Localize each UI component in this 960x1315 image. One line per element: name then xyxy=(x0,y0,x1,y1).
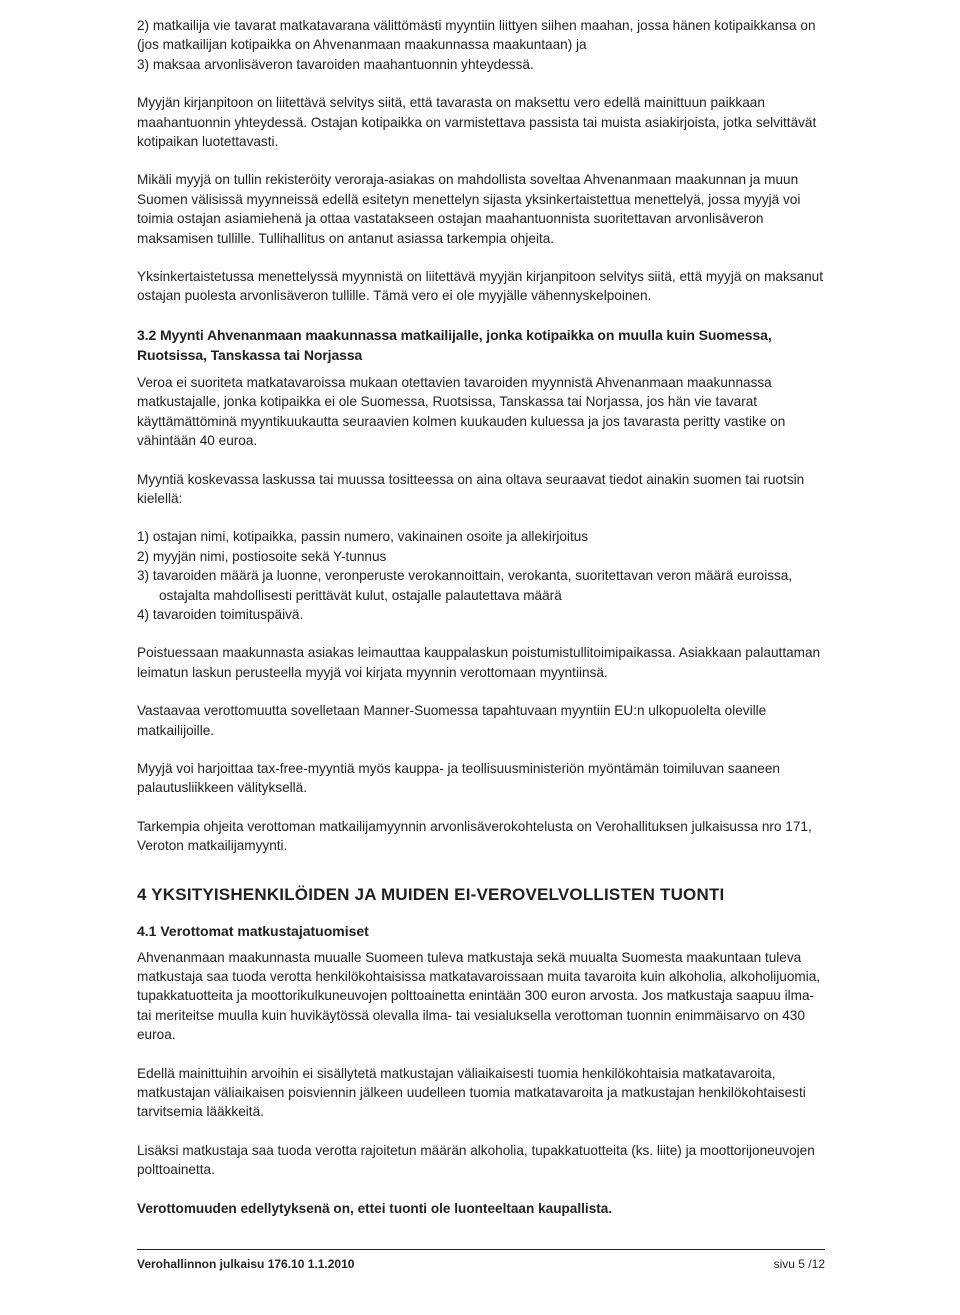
footer-publication: Verohallinnon julkaisu 176.10 1.1.2010 xyxy=(137,1257,355,1271)
paragraph: Veroa ei suoriteta matkatavaroissa mukaan otettavien tavaroiden myynnistä Ahvenanmaan maakunnassa matkustajalle, jonka kotipaikka ei ole Suomessa, Ruotsissa, Tanskassa tai Norjassa, jos hän vie tavarat käyttämättöminä myyntikuukautta seuraavien kolmen kuukauden kuluessa ja jos tavarasta peritty vastike on vähintään 40 euroa. xyxy=(137,374,786,449)
paragraph: Myyjän kirjanpitoon on liitettävä selvitys siitä, että tavarasta on maksettu vero edellä mainittuun paikkaan maahantuonnin yhteydessä. Ostajan kotipaikka on varmistettava passista tai muista asiakirjoista, jotka selvittävät kotipaikan luotettavasti. xyxy=(137,95,817,150)
paragraph: Myyntiä koskevassa laskussa tai muussa tositteessa on aina oltava seuraavat tiedot ainakin suomen tai ruotsin kielellä: xyxy=(137,471,805,506)
paragraph: Edellä mainittuihin arvoihin ei sisällytetä matkustajan väliaikaisesti tuomia henkilökohtaisia matkatavaroita, matkustajan väliaikaisen poisviennin jälkeen uudelleen tuomia matkatavaroita ja matkustajan henkilökohtaisesti tarvitsemia lääkkeitä. xyxy=(137,1065,806,1120)
section-4-1-heading: 4.1 Verottomat matkustajatuomiset xyxy=(137,922,369,939)
paragraph: Yksinkertaistetussa menettelyssä myynnistä on liitettävä myyjän kirjanpitoon selvitys siitä, että myyjä on maksanut ostajan puolesta arvonlisäveron tullille. Tämä vero ei ole myyjälle vähennyskelpoinen. xyxy=(137,269,824,304)
list-item: 2) myyjän nimi, postiosoite sekä Y-tunnus xyxy=(137,548,387,564)
bold-statement: Verottomuuden edellytyksenä on, ettei tuonti ole luonteeltaan kaupallista. xyxy=(137,1200,613,1216)
required-info-list xyxy=(137,527,825,624)
paragraph: Lisäksi matkustaja saa tuoda verotta rajoitetun määrän alkoholia, tupakkatuotteita (ks. liite) ja moottorijoneuvojen polttoainetta. xyxy=(137,1142,815,1178)
footer-divider xyxy=(137,1249,825,1250)
paragraph: Myyjä voi harjoittaa tax-free-myyntiä myös kauppa- ja teollisuusministeriön myöntämän toimiluvan saaneen palautusliikkeen välityksellä. xyxy=(137,760,780,796)
list-item: 4) tavaroiden toimituspäivä. xyxy=(137,606,304,622)
footer-page-number: sivu 5 /12 xyxy=(773,1257,825,1271)
list-item: 3) tavaroiden määrä ja luonne, veronperuste verokannoittain, verokanta, suoritettavan veron määrä euroissa, ostajalta mahdollisesti perittävät kulut, ostajalle palautettava määrä xyxy=(137,568,793,603)
document-body xyxy=(137,16,825,1218)
paragraph: Tarkempia ohjeita verottoman matkailijamyynnin arvonlisäverokohtelusta on Verohallituksen julkaisussa nro 171, Veroton matkailijamyynti. xyxy=(137,818,812,854)
section-4-heading: 4 YKSITYISHENKILÖIDEN JA MUIDEN EI-VEROVELVOLLISTEN TUONTI xyxy=(137,884,725,904)
section-3-2-heading: 3.2 Myynti Ahvenanmaan maakunnassa matkailijalle, jonka kotipaikka on muulla kuin Suomessa, Ruotsissa, Tanskassa tai Norjassa xyxy=(137,326,772,363)
list-continued xyxy=(137,16,825,74)
paragraph: Mikäli myyjä on tullin rekisteröity veroraja-asiakas on mahdollista soveltaa Ahvenanmaan maakunnan ja muun Suomen välisissä myynneissä edellä esitetyn menettelyn sijasta yksinkertaistettua menettelyä, jossa myyjä voi toimia ostajan asiamiehenä ja ottaa vastatakseen ostajan maahantuonnista suoritettavan arvonlisäveron maksamisen tullille. Tullihallitus on antanut asiassa tarkempia ohjeita. xyxy=(137,172,801,246)
list-item: 3) maksaa arvonlisäveron tavaroiden maahantuonnin yhteydessä. xyxy=(137,56,534,72)
paragraph: Poistuessaan maakunnasta asiakas leimauttaa kauppalaskun poistumistullitoimipaikassa. Asiakkaan palauttaman leimatun laskun perusteella myyjä voi kirjata myynnin verottomaan myyntiinsä. xyxy=(137,645,821,680)
list-item: 2) matkailija vie tavarat matkatavarana välittömästi myyntiin liittyen siihen maahan, jossa hänen kotipaikkansa on (jos matkailijan kotipaikka on Ahvenanmaan maakunnassa maakuntaan) ja xyxy=(137,18,816,53)
paragraph: Vastaavaa verottomuutta sovelletaan Manner-Suomessa tapahtuvaan myyntiin EU:n ulkopuolelta oleville matkailijoille. xyxy=(137,703,767,738)
list-item: 1) ostajan nimi, kotipaikka, passin numero, vakinainen osoite ja allekirjoitus xyxy=(137,529,589,545)
paragraph: Ahvenanmaan maakunnasta muualle Suomeen tuleva matkustaja sekä muualta Suomesta maakuntaan tuleva matkustaja saa tuoda verotta henkilökohtaisissa matkatavaroissaan muita tavaroita kuin alkoholia, alkoholijuomia, tupakkatuotteita ja moottorikulkuneuvojen polttoainetta enintään 300 euron arvosta. Jos matkustaja saapuu ilma- tai meriteitse muulla kuin huvikäytössä olevalla ilma- tai vesialuksella verottoman tuonnin enimmäisarvo on 430 euroa. xyxy=(137,949,821,1043)
